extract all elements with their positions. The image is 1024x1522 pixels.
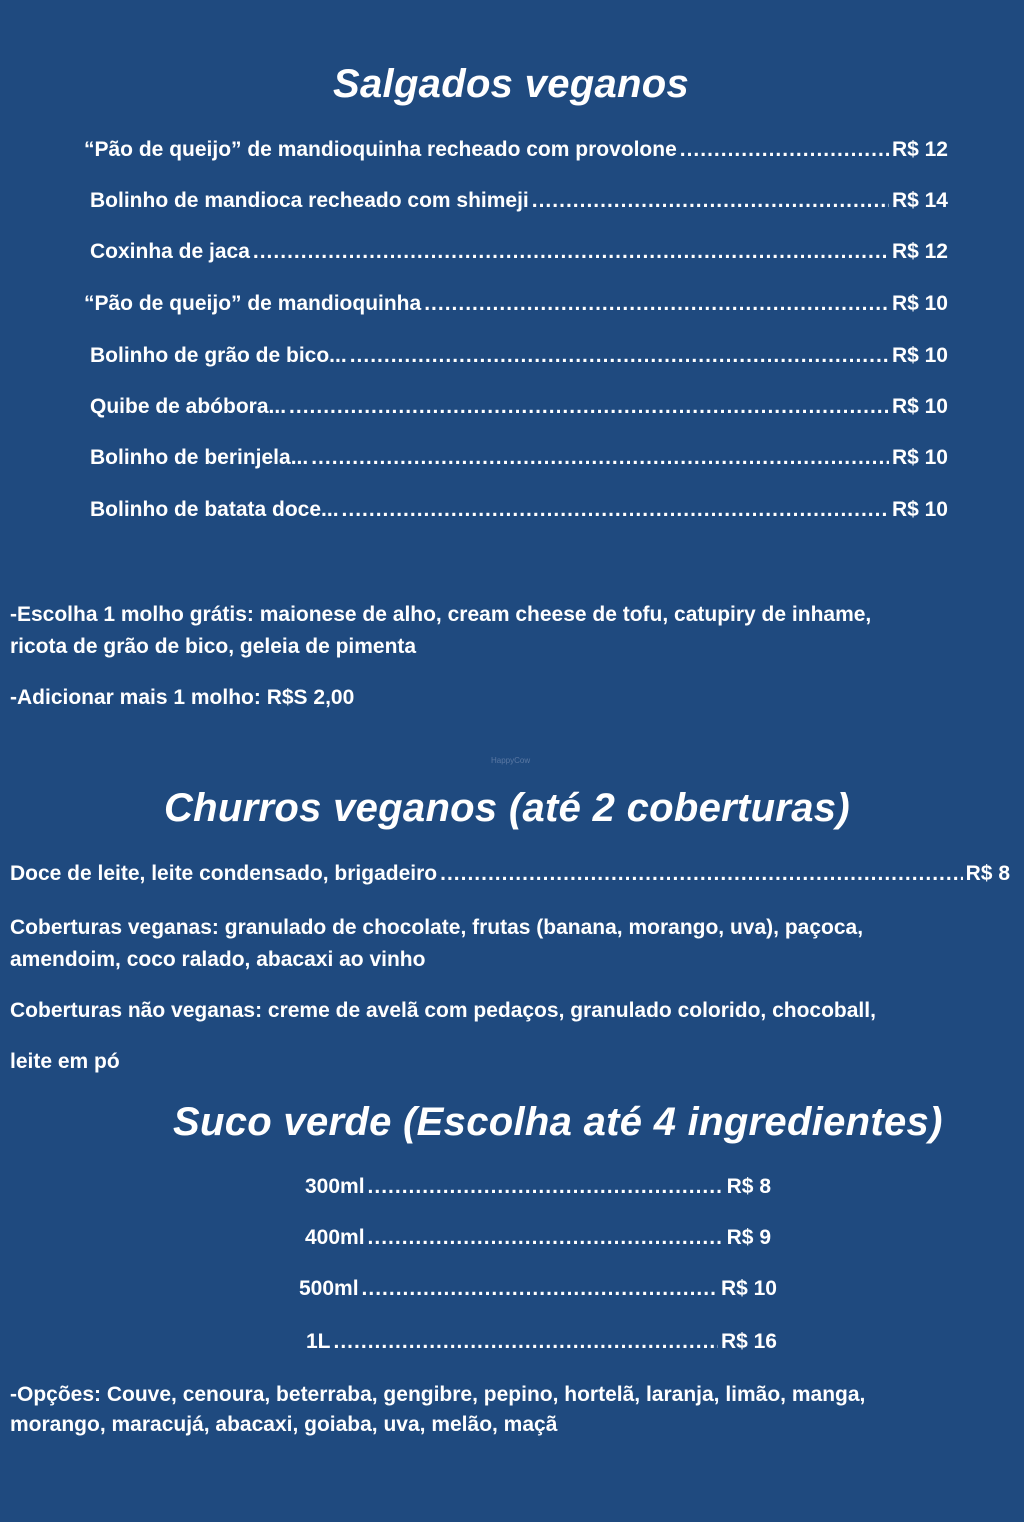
dot-leader	[334, 1330, 718, 1354]
item-name: “Pão de queijo” de mandioquinha	[84, 292, 422, 315]
coberturas-line: Coberturas veganas: granulado de chocolate, frutas (banana, morango, uva), paçoca,	[10, 916, 864, 939]
menu-item	[84, 138, 948, 166]
size-price: R$ 10	[720, 1277, 777, 1300]
item-name: Bolinho de mandioca recheado com shimeji	[90, 189, 529, 212]
item-name: Quibe de abóbora...	[90, 395, 287, 418]
size-price: R$ 16	[720, 1330, 777, 1353]
menu-item	[90, 344, 948, 372]
size-item	[299, 1277, 777, 1305]
dot-leader	[680, 138, 889, 162]
menu-item	[90, 446, 948, 474]
dot-leader	[368, 1226, 724, 1250]
size-item	[306, 1330, 777, 1358]
coberturas-veganas	[10, 912, 863, 976]
dot-leader	[342, 498, 889, 522]
molho-line: -Escolha 1 molho grátis: maionese de alho, cream cheese de tofu, catupiry de inhame,	[10, 603, 872, 626]
size-name: 300ml	[305, 1175, 365, 1198]
molho-line: ricota de grão de bico, geleia de pimenta	[10, 635, 417, 658]
opcoes-line: morango, maracujá, abacaxi, goiaba, uva, melão, maçã	[10, 1413, 558, 1436]
salgados-title: Salgados veganos	[333, 62, 690, 106]
item-name: Coxinha de jaca	[90, 240, 250, 263]
watermark: HappyCow	[491, 756, 531, 765]
dot-leader	[424, 292, 889, 316]
dot-leader	[350, 344, 889, 368]
item-price: R$ 12	[891, 240, 948, 263]
suco-title: Suco verde (Escolha até 4 ingredientes)	[173, 1100, 943, 1144]
dot-leader	[253, 240, 889, 264]
item-name: Doce de leite, leite condensado, brigadeiro	[10, 862, 438, 885]
size-item	[305, 1175, 771, 1203]
item-name: Bolinho de berinjela...	[90, 446, 309, 469]
size-name: 1L	[306, 1330, 331, 1353]
dot-leader	[362, 1277, 718, 1301]
item-name: “Pão de queijo” de mandioquinha recheado com provolone	[84, 138, 677, 161]
coberturas-line: amendoim, coco ralado, abacaxi ao vinho	[10, 948, 426, 971]
coberturas-nao-veganas	[10, 985, 876, 1087]
item-name: Bolinho de batata doce...	[90, 498, 339, 521]
size-name: 500ml	[299, 1277, 359, 1300]
item-name: Bolinho de grão de bico...	[90, 344, 347, 367]
item-price: R$ 10	[891, 292, 948, 315]
churros-title: Churros veganos (até 2 coberturas)	[164, 786, 850, 830]
item-price: R$ 14	[891, 189, 948, 212]
size-price: R$ 8	[726, 1175, 771, 1198]
menu-item	[90, 395, 948, 423]
menu-item	[10, 862, 1010, 890]
dot-leader	[368, 1175, 724, 1199]
coberturas-line: leite em pó	[10, 1050, 120, 1073]
size-price: R$ 9	[726, 1226, 771, 1249]
menu-item	[84, 292, 948, 320]
coberturas-line: Coberturas não veganas: creme de avelã com pedaços, granulado colorido, chocoball,	[10, 999, 876, 1022]
dot-leader	[532, 189, 889, 213]
opcoes-line: -Opções: Couve, cenoura, beterraba, gengibre, pepino, hortelã, laranja, limão, manga,	[10, 1383, 866, 1406]
opcoes-note	[10, 1380, 865, 1440]
menu-item	[90, 240, 948, 268]
item-price: R$ 12	[891, 138, 948, 161]
menu-item	[90, 498, 948, 526]
adicionar-molho-note: -Adicionar mais 1 molho: R$S 2,00	[10, 686, 355, 709]
size-item	[305, 1226, 771, 1254]
item-price: R$ 10	[891, 395, 948, 418]
dot-leader	[289, 395, 889, 419]
dot-leader	[311, 446, 889, 470]
menu-item	[90, 189, 948, 217]
item-price: R$ 10	[891, 344, 948, 367]
item-price: R$ 8	[965, 862, 1010, 885]
item-price: R$ 10	[891, 498, 948, 521]
dot-leader	[440, 862, 963, 886]
item-price: R$ 10	[891, 446, 948, 469]
molho-note	[10, 599, 871, 663]
size-name: 400ml	[305, 1226, 365, 1249]
